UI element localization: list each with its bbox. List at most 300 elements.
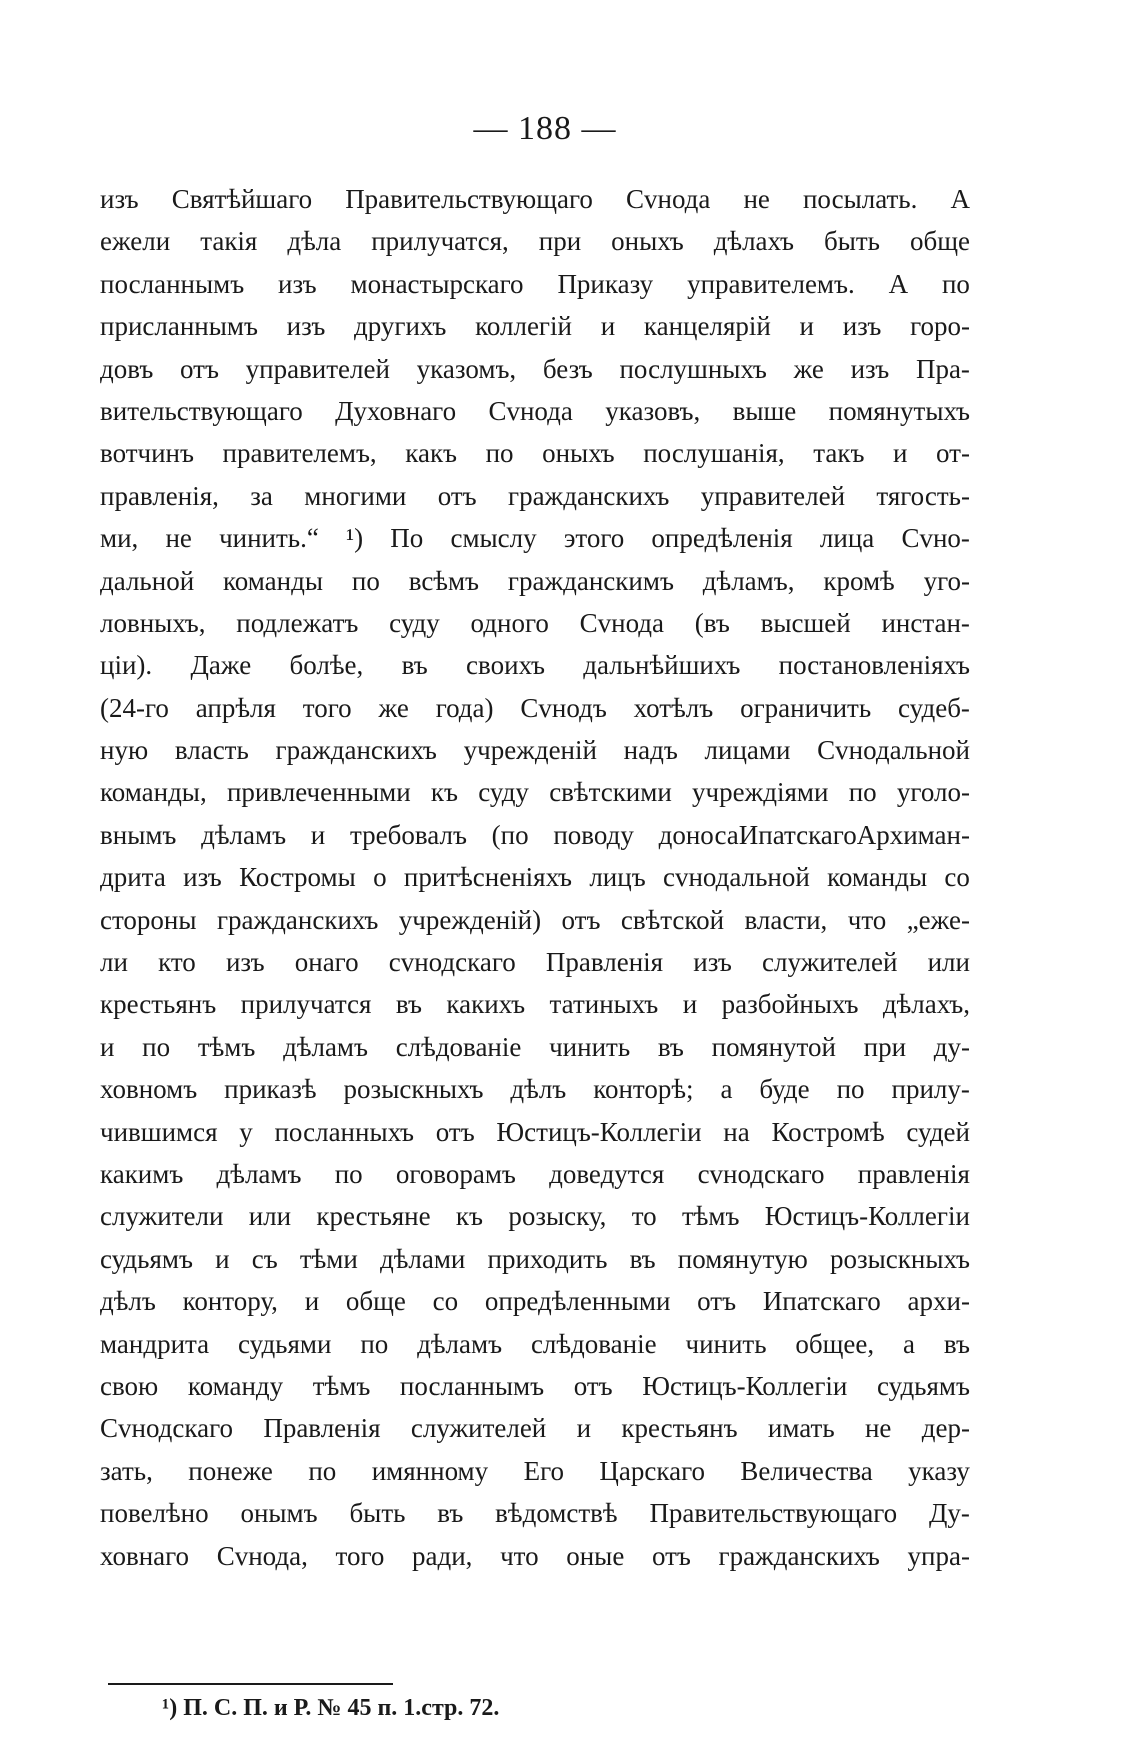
word: одного (470, 607, 549, 638)
word: лицами (704, 735, 791, 766)
word: мандрита (100, 1328, 210, 1359)
word: тѣмъ (197, 1031, 256, 1062)
word: тѣми (299, 1243, 358, 1274)
word: свѣтской (620, 904, 725, 935)
text-line (100, 941, 970, 983)
word: правленія (857, 1158, 970, 1189)
word: ли (100, 947, 128, 978)
word: что (500, 1540, 539, 1571)
word: служителей (762, 947, 898, 978)
word: хотѣлъ (633, 692, 714, 723)
word: учрежденій) (398, 904, 542, 935)
word: власти, (744, 904, 828, 935)
word: дѣлами (379, 1243, 466, 1274)
word: ду- (933, 1031, 970, 1062)
word: судьямъ (100, 1243, 193, 1274)
word: отъ (573, 1370, 613, 1401)
word: дѣла (287, 226, 342, 257)
word: поводу (553, 819, 634, 850)
word: гражданскихъ (275, 735, 437, 766)
word: Даже (190, 650, 252, 681)
word: апрѣля (195, 692, 276, 723)
word: Костромѣ (771, 1116, 885, 1147)
word: крестьяне (316, 1201, 431, 1232)
word: въ (657, 1031, 684, 1062)
word: инстан- (881, 607, 970, 638)
word: указомъ, (416, 353, 517, 384)
word: ¹) (346, 523, 364, 554)
word: довъ (100, 353, 154, 384)
word: коллегій (475, 311, 572, 342)
word: чинить (685, 1328, 767, 1359)
word: указовъ, (605, 395, 701, 426)
word: сvнодскаго (697, 1158, 825, 1189)
word: такія (200, 226, 258, 257)
text-line (100, 305, 970, 347)
word: разбойныхъ (721, 989, 859, 1020)
text-line (100, 687, 970, 729)
text-line (100, 1195, 970, 1237)
word: по (360, 1328, 389, 1359)
word: вотчинъ (100, 438, 194, 469)
word: такъ (813, 438, 865, 469)
word: кромѣ (823, 565, 895, 596)
word: дѣлахъ (713, 226, 794, 257)
word: года) (435, 692, 494, 723)
word: чившимся (100, 1116, 218, 1147)
footnote: ¹) П. С. П. и Р. № 45 п. 1.стр. 72. (162, 1695, 500, 1721)
word: суду (478, 777, 529, 808)
word: отъ (435, 1116, 475, 1147)
text-line (100, 814, 970, 856)
page-number: — 188 — (473, 110, 617, 147)
word: доведутся (549, 1158, 665, 1189)
word: изъ (100, 184, 139, 214)
word: быть (823, 226, 880, 257)
word: изъ (183, 862, 222, 893)
text-line (100, 899, 970, 941)
word: быть (349, 1498, 406, 1529)
word: по (142, 1031, 171, 1062)
word: Святѣйшаго (171, 184, 313, 214)
word: Ду- (929, 1498, 970, 1529)
text-line (100, 178, 970, 220)
text-line (100, 1280, 970, 1322)
word: суду (389, 607, 440, 638)
word: то (631, 1201, 657, 1232)
word: судьями (238, 1328, 332, 1359)
word: Сvнодальной (817, 735, 970, 766)
word: (по (491, 819, 529, 850)
word: и (600, 311, 616, 342)
word: Сvнода (625, 184, 711, 214)
word: свою (100, 1370, 159, 1401)
word: и (100, 1031, 115, 1062)
word: имать (767, 1413, 835, 1444)
word: дер- (921, 1413, 970, 1444)
word: Сvнода, (216, 1540, 308, 1571)
word: уголо- (896, 777, 970, 808)
word: а (903, 1328, 916, 1359)
word: „еже- (906, 904, 970, 935)
text-line (100, 517, 970, 559)
word: оговорамъ (395, 1158, 516, 1189)
word: вительствующаго (100, 395, 303, 426)
word: къ (430, 777, 459, 808)
word: какъ (405, 438, 458, 469)
word: дѣлъ (510, 1074, 567, 1105)
text-line (100, 1238, 970, 1280)
word: прилу- (891, 1074, 970, 1105)
word: (въ (694, 607, 730, 638)
word: смыслу (450, 523, 537, 554)
word: дѣлахъ, (882, 989, 970, 1020)
word: же (378, 692, 409, 723)
word: конторѣ; (593, 1074, 694, 1105)
word: общее, (795, 1328, 875, 1359)
word: понеже (188, 1455, 273, 1486)
word: гражданскихъ (216, 904, 379, 935)
word: въ (629, 1243, 656, 1274)
text-line (100, 390, 970, 432)
word: надъ (623, 735, 678, 766)
word: своихъ (466, 650, 545, 681)
word: притѣсненіяхъ (403, 862, 572, 893)
word: свѣтскими (549, 777, 672, 808)
word: власть (174, 735, 249, 766)
word: Юстицъ-Коллегіи (496, 1116, 702, 1147)
word: тягость- (876, 480, 970, 511)
word: послушанія, (643, 438, 785, 469)
word: розыскныхъ (343, 1074, 484, 1105)
word: дальнѣйшихъ (583, 650, 741, 681)
word: присланнымъ (100, 311, 258, 342)
word: оныхъ (542, 438, 615, 469)
word: многими (304, 480, 407, 511)
word: помянутой (711, 1031, 836, 1062)
word: и (310, 819, 326, 850)
word: монастырскаго (350, 268, 524, 299)
word: по (351, 565, 380, 596)
word: или (927, 947, 970, 978)
word: Сvнода (579, 607, 665, 638)
word: крестьянъ (100, 989, 217, 1020)
text-line (100, 432, 970, 474)
word: внымъ (100, 819, 177, 850)
text-line (100, 1068, 970, 1110)
word: служители (100, 1201, 224, 1232)
word: Юстицъ-Коллегіи (642, 1370, 848, 1401)
word: правителемъ, (222, 438, 377, 469)
word: горо- (910, 311, 970, 342)
word: дѣлъ (100, 1286, 156, 1317)
text-line (100, 475, 970, 517)
word: а (720, 1074, 733, 1105)
word: и (576, 1413, 592, 1444)
word: другихъ (354, 311, 447, 342)
word: команды (827, 862, 928, 893)
word: команды (223, 565, 323, 596)
word: помянутую (677, 1243, 808, 1274)
word: Духовнаго (335, 395, 457, 426)
text-line (100, 1111, 970, 1153)
word: лица (819, 523, 875, 554)
word: Сvнодъ (520, 692, 607, 723)
word: Правленія (263, 1413, 381, 1444)
word: ради, (412, 1540, 473, 1571)
word: за (250, 480, 273, 511)
word: повелѣно (100, 1498, 209, 1529)
word: по (848, 777, 877, 808)
word: дѣламъ, (702, 565, 795, 596)
footnote-divider (108, 1683, 393, 1685)
word: постановленіяхъ (778, 650, 970, 681)
word: ховномъ (100, 1074, 198, 1105)
word: въ (943, 1328, 970, 1359)
word: въ (437, 1498, 464, 1529)
word: По (390, 523, 424, 554)
word: правленія, (100, 480, 219, 511)
word: изъ (278, 268, 317, 299)
word: обще (909, 226, 970, 257)
word: по (485, 438, 514, 469)
word: посланнымъ (100, 268, 245, 299)
word: управителей (700, 480, 846, 511)
word: ми, (100, 523, 139, 554)
word: судьямъ (877, 1370, 970, 1401)
word: чинить.“ (219, 523, 319, 554)
word: дѣламъ (201, 819, 287, 850)
word: посланнымъ (399, 1370, 545, 1401)
word: со (432, 1286, 459, 1317)
word: Приказу (557, 268, 654, 299)
word: онымъ (240, 1498, 318, 1529)
word: и (215, 1243, 230, 1274)
word: крестьянъ (621, 1413, 738, 1444)
word: къ (455, 1201, 484, 1232)
word: ловныхъ, (100, 607, 206, 638)
word: дальной (100, 565, 195, 596)
word: гражданскихъ (718, 1540, 880, 1571)
word: имянному (371, 1455, 489, 1486)
text-line (100, 560, 970, 602)
word: управителей (245, 353, 390, 384)
word: и (682, 989, 698, 1020)
word: не (165, 523, 192, 554)
word: по (334, 1158, 363, 1189)
word: отъ (180, 353, 219, 384)
word: слѣдованіе (530, 1328, 657, 1359)
word: изъ (225, 947, 265, 978)
text-line (100, 1323, 970, 1365)
word: обще (345, 1286, 406, 1317)
word: архи- (907, 1286, 970, 1317)
word: Его (523, 1455, 564, 1486)
word: Правительствующаго (649, 1498, 898, 1529)
text-line (100, 263, 970, 305)
word: высшей (760, 607, 851, 638)
word: Сvнодскаго (100, 1413, 233, 1444)
word: съ (251, 1243, 278, 1274)
word: всѣмъ (408, 565, 480, 596)
word: упра- (907, 1540, 970, 1571)
word: болѣе, (289, 650, 364, 681)
word: привлеченными (226, 777, 411, 808)
word: тѣмъ (681, 1201, 740, 1232)
word: оные (566, 1540, 625, 1571)
text-line (100, 1450, 970, 1492)
word: по (836, 1074, 865, 1105)
word: тѣмъ (312, 1370, 371, 1401)
word: стороны (100, 904, 197, 935)
text-line (100, 220, 970, 262)
word: что (847, 904, 887, 935)
word: служителей (410, 1413, 547, 1444)
word: не (743, 184, 770, 214)
word: Сvнода (488, 395, 573, 426)
word: команду (187, 1370, 284, 1401)
word: при (538, 226, 582, 257)
word: гражданскихъ (508, 480, 670, 511)
word: о (373, 862, 387, 893)
text-line (100, 1492, 970, 1534)
word: ную (100, 735, 149, 766)
word: изъ (850, 353, 890, 384)
word: того (335, 1540, 385, 1571)
text-line (100, 729, 970, 771)
word: Юстицъ-Коллегіи (764, 1201, 970, 1232)
word: ограничить (740, 692, 872, 723)
text-line (100, 602, 970, 644)
word: требовалъ (350, 819, 467, 850)
word: въ (395, 989, 422, 1020)
word: гражданскимъ (507, 565, 674, 596)
word: въ (401, 650, 428, 681)
word: опредѣленія (651, 523, 793, 554)
word: татиныхъ (549, 989, 659, 1020)
text-line (100, 1407, 970, 1449)
word: команды, (100, 777, 207, 808)
word: судей (906, 1116, 970, 1147)
word: управителемъ. (687, 268, 855, 299)
text-line (100, 856, 970, 898)
body-text (100, 178, 970, 1577)
word: какихъ (446, 989, 526, 1020)
word: выше (732, 395, 797, 426)
word: ціи). (100, 650, 153, 681)
text-line (100, 1535, 970, 1577)
word: безъ (542, 353, 593, 384)
word: дѣламъ (283, 1031, 368, 1062)
word: доносаИпатскагоАрхиман- (658, 819, 970, 850)
word: на (723, 1116, 750, 1147)
word: сvнодскаго (388, 947, 516, 978)
word: оныхъ (611, 226, 684, 257)
word: Правленія (545, 947, 664, 978)
word: отъ (651, 1540, 691, 1571)
word: дѣламъ (417, 1328, 503, 1359)
word: Правительствующаго (345, 184, 593, 214)
word: какимъ (100, 1158, 184, 1189)
text-line (100, 644, 970, 686)
word: буде (759, 1074, 810, 1105)
word: вѣдомствѣ (495, 1498, 618, 1529)
word: дѣламъ (216, 1158, 302, 1189)
word: и (893, 438, 908, 469)
word: изъ (842, 311, 882, 342)
word: изъ (693, 947, 732, 978)
word: изъ (286, 311, 326, 342)
word: уго- (923, 565, 970, 596)
word: канцелярій (643, 311, 771, 342)
word: и (799, 311, 814, 342)
word: от- (936, 438, 970, 469)
word: приказѣ (224, 1074, 317, 1105)
text-line (100, 348, 970, 390)
word: при (863, 1031, 907, 1062)
word: Царскаго (599, 1455, 705, 1486)
word: этого (563, 523, 625, 554)
word: Сvно- (901, 523, 970, 554)
word: того (302, 692, 352, 723)
word: учреждіями (692, 777, 829, 808)
word: лицъ (589, 862, 646, 893)
word: у (239, 1116, 253, 1147)
word: по (941, 268, 970, 299)
word: Ипатскаго (762, 1286, 881, 1317)
word: розыску, (508, 1201, 607, 1232)
text-line (100, 771, 970, 813)
word: приходить (487, 1243, 608, 1274)
word: послушныхъ (619, 353, 767, 384)
word: же (793, 353, 824, 384)
word: дрита (100, 862, 166, 893)
word: Пра- (915, 353, 970, 384)
word: опредѣленными (484, 1286, 671, 1317)
word: А (950, 184, 970, 214)
word: чинить (549, 1031, 631, 1062)
word: не (864, 1413, 892, 1444)
word: посланныхъ (274, 1116, 415, 1147)
text-line (100, 1153, 970, 1195)
text-line (100, 1026, 970, 1068)
word: учрежденій (463, 735, 597, 766)
word: по (308, 1455, 337, 1486)
word: судеб- (898, 692, 970, 723)
word: указу (908, 1455, 970, 1486)
word: ховнаго (100, 1540, 190, 1571)
word: или (248, 1201, 292, 1232)
text-line (100, 1365, 970, 1407)
word: ежели (100, 226, 171, 257)
word: отъ (437, 480, 477, 511)
word: (24-го (100, 692, 169, 723)
word: слѣдованіе (395, 1031, 522, 1062)
word: подлежатъ (236, 607, 359, 638)
text-line (100, 983, 970, 1025)
word: розыскныхъ (829, 1243, 970, 1274)
word: Величества (740, 1455, 873, 1486)
word: сvнодальной (663, 862, 810, 893)
word: отъ (697, 1286, 737, 1317)
word: А (888, 268, 909, 299)
word: зать, (100, 1455, 153, 1486)
word: прилучатся (240, 989, 372, 1020)
word: помянутыхъ (828, 395, 970, 426)
word: Костромы (239, 862, 356, 893)
word: онаго (294, 947, 359, 978)
word: отъ (561, 904, 601, 935)
